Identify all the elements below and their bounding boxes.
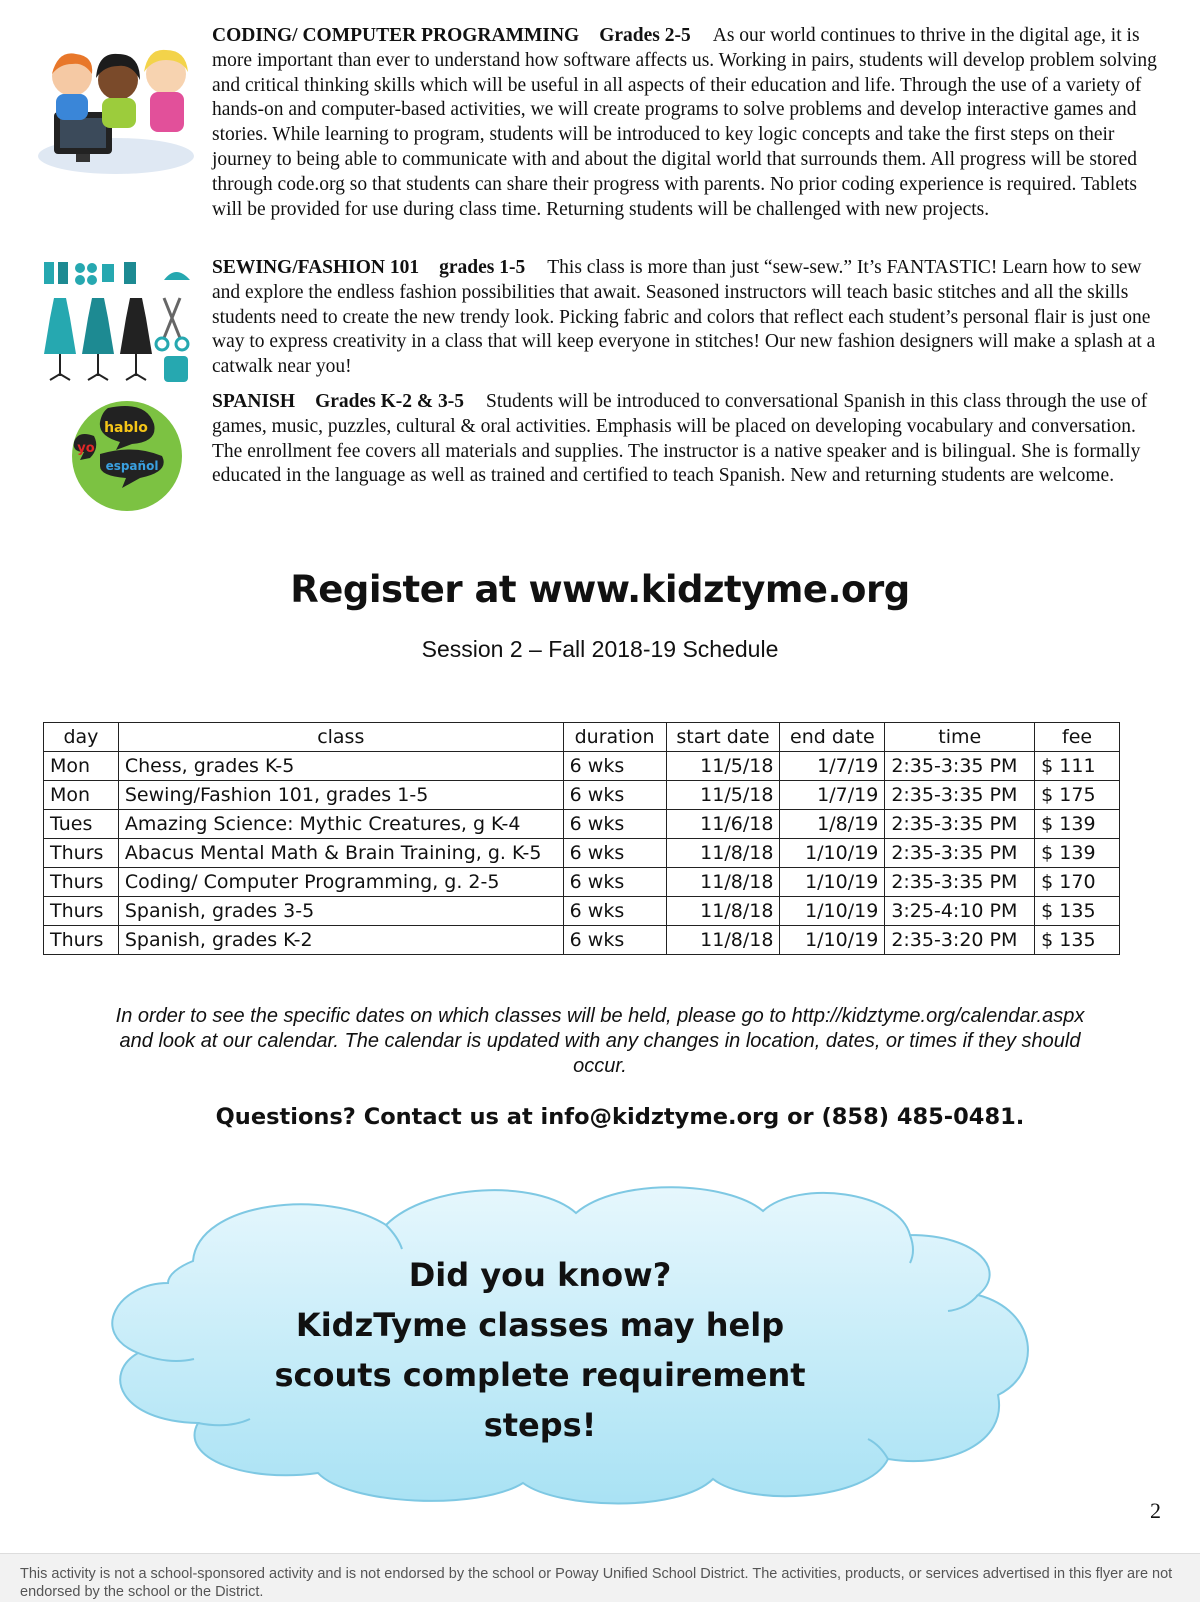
cell-time: 2:35-3:20 PM (885, 926, 1035, 955)
course-sewing (212, 256, 1162, 380)
cell-fee: $ 175 (1035, 781, 1120, 810)
cell-fee: $ 170 (1035, 868, 1120, 897)
cell-time: 2:35-3:35 PM (885, 781, 1035, 810)
cell-day: Mon (44, 752, 119, 781)
table-row (44, 781, 1120, 810)
cell-start-date: 11/5/18 (666, 781, 780, 810)
calendar-note: In order to see the specific dates on which classes will be held, please go to http://kidztyme.org/calendar.aspx and look at our calendar. The calendar is updated with any changes in location, dates, or times if they should occur. (115, 1005, 1085, 1077)
cell-class: Sewing/Fashion 101, grades 1-5 (118, 781, 563, 810)
course-grades: Grades 2-5 (599, 25, 691, 46)
cell-class: Spanish, grades 3-5 (118, 897, 563, 926)
cell-start-date: 11/5/18 (666, 752, 780, 781)
course-description: As our world continues to thrive in the digital age, it is more important than ever to understand how software affects us. Working in pairs, students will develop problem solving and critical thinking skills which will be useful in all aspects of their education and life. Through the use of a variety of hands-on and computer-based activities, we will create programs to solve problems and develop interactive games and stories. While learning to program, students will be introduced to key logic concepts and take the first steps on their journey to being able to communicate with and about the digital world that surrounds them. All progress will be stored through code.org so that students can share their progress with parents. No prior coding experience is required. Tablets will be provided for use during class time. Returning students will be challenged with new projects. (212, 25, 1157, 220)
cell-fee: $ 135 (1035, 926, 1120, 955)
cell-day: Mon (44, 781, 119, 810)
page-number: 2 (1150, 1498, 1161, 1523)
cell-end-date: 1/10/19 (780, 926, 885, 955)
col-header-duration: duration (563, 723, 666, 752)
cell-time: 3:25-4:10 PM (885, 897, 1035, 926)
cell-start-date: 11/8/18 (666, 926, 780, 955)
cell-end-date: 1/7/19 (780, 752, 885, 781)
cell-duration: 6 wks (563, 810, 666, 839)
course-grades: grades 1-5 (439, 257, 526, 278)
cell-duration: 6 wks (563, 781, 666, 810)
cell-duration: 6 wks (563, 926, 666, 955)
badge-word-espanol: español (105, 459, 159, 473)
table-row (44, 752, 1120, 781)
cell-time: 2:35-3:35 PM (885, 868, 1035, 897)
did-you-know-line: KidzTyme classes may help (295, 1306, 785, 1344)
course-description: Students will be introduced to conversational Spanish in this class through the use of games, music, puzzles, cultural & oral activities. Emphasis will be placed on developing vocabulary and conversation. The enrollment fee covers all materials and supplies. The instructor is a native speaker and is bilingual. She is formally educated in the language as well as trained and certified to teach Spanish. New and returning students are welcome. (212, 391, 1148, 487)
course-description: This class is more than just “sew-sew.” It’s FANTASTIC! Learn how to sew and explore the endless fashion possibilities that await. Seasoned instructors will teach basic stitches and all the skills students need to create the new trendy look. Picking fabric and colors that reflect each student’s personal flair is just one way to express creativity in a class that will keep everyone in stitches! Our new fashion designers will make a splash at a catwalk near you! (212, 257, 1156, 378)
cell-fee: $ 139 (1035, 839, 1120, 868)
cell-end-date: 1/10/19 (780, 868, 885, 897)
col-header-fee: fee (1035, 723, 1120, 752)
schedule-table (43, 722, 1120, 955)
course-spanish (212, 390, 1162, 489)
contact-line: Questions? Contact us at info@kidztyme.org or (858) 485-0481. (215, 1104, 1025, 1130)
cell-fee: $ 135 (1035, 897, 1120, 926)
cell-start-date: 11/6/18 (666, 810, 780, 839)
did-you-know-line: scouts complete requirement (274, 1356, 806, 1394)
course-title: CODING/ COMPUTER PROGRAMMING (212, 25, 580, 46)
course-grades: Grades K-2 & 3-5 (315, 391, 465, 412)
session-heading: Session 2 – Fall 2018-19 Schedule (421, 636, 779, 662)
table-header-row (44, 723, 1120, 752)
cell-class: Coding/ Computer Programming, g. 2-5 (118, 868, 563, 897)
course-title: SEWING/FASHION 101 (212, 257, 420, 278)
did-you-know-line: steps! (483, 1406, 597, 1444)
sewing-supplies-illustration (40, 258, 196, 388)
kids-at-computer-illustration (36, 36, 196, 178)
cell-class: Amazing Science: Mythic Creatures, g K-4 (118, 810, 563, 839)
badge-word-yo: yo (77, 441, 95, 456)
cell-class: Abacus Mental Math & Brain Training, g. K-5 (118, 839, 563, 868)
cell-end-date: 1/8/19 (780, 810, 885, 839)
cell-duration: 6 wks (563, 839, 666, 868)
cell-day: Thurs (44, 868, 119, 897)
table-row (44, 926, 1120, 955)
did-you-know-text (210, 1250, 870, 1450)
badge-word-hablo: hablo (104, 420, 148, 436)
col-header-start-date: start date (666, 723, 780, 752)
cell-duration: 6 wks (563, 752, 666, 781)
cell-time: 2:35-3:35 PM (885, 752, 1035, 781)
cell-start-date: 11/8/18 (666, 839, 780, 868)
col-header-time: time (885, 723, 1035, 752)
course-title: SPANISH (212, 391, 296, 412)
cell-fee: $ 139 (1035, 810, 1120, 839)
cell-day: Thurs (44, 839, 119, 868)
table-row (44, 810, 1120, 839)
cell-time: 2:35-3:35 PM (885, 810, 1035, 839)
col-header-end-date: end date (780, 723, 885, 752)
table-row (44, 839, 1120, 868)
cell-start-date: 11/8/18 (666, 868, 780, 897)
col-header-class: class (118, 723, 563, 752)
cell-day: Thurs (44, 897, 119, 926)
col-header-day: day (44, 723, 119, 752)
cell-start-date: 11/8/18 (666, 897, 780, 926)
register-heading: Register at www.kidztyme.org (290, 568, 910, 611)
cell-day: Tues (44, 810, 119, 839)
disclaimer: This activity is not a school-sponsored activity and is not endorsed by the school or Poway Unified School District. The activities, products, or services advertised in this flyer are not endorsed by the school or the District. (20, 1566, 1173, 1600)
cell-end-date: 1/10/19 (780, 839, 885, 868)
cell-class: Spanish, grades K-2 (118, 926, 563, 955)
cell-end-date: 1/10/19 (780, 897, 885, 926)
cell-day: Thurs (44, 926, 119, 955)
table-row (44, 868, 1120, 897)
cell-class: Chess, grades K-5 (118, 752, 563, 781)
did-you-know-line: Did you know? (408, 1256, 672, 1294)
hablo-espanol-badge (70, 400, 184, 512)
table-row (44, 897, 1120, 926)
cell-duration: 6 wks (563, 897, 666, 926)
cell-duration: 6 wks (563, 868, 666, 897)
course-coding (212, 24, 1162, 222)
cell-end-date: 1/7/19 (780, 781, 885, 810)
cell-fee: $ 111 (1035, 752, 1120, 781)
cell-time: 2:35-3:35 PM (885, 839, 1035, 868)
